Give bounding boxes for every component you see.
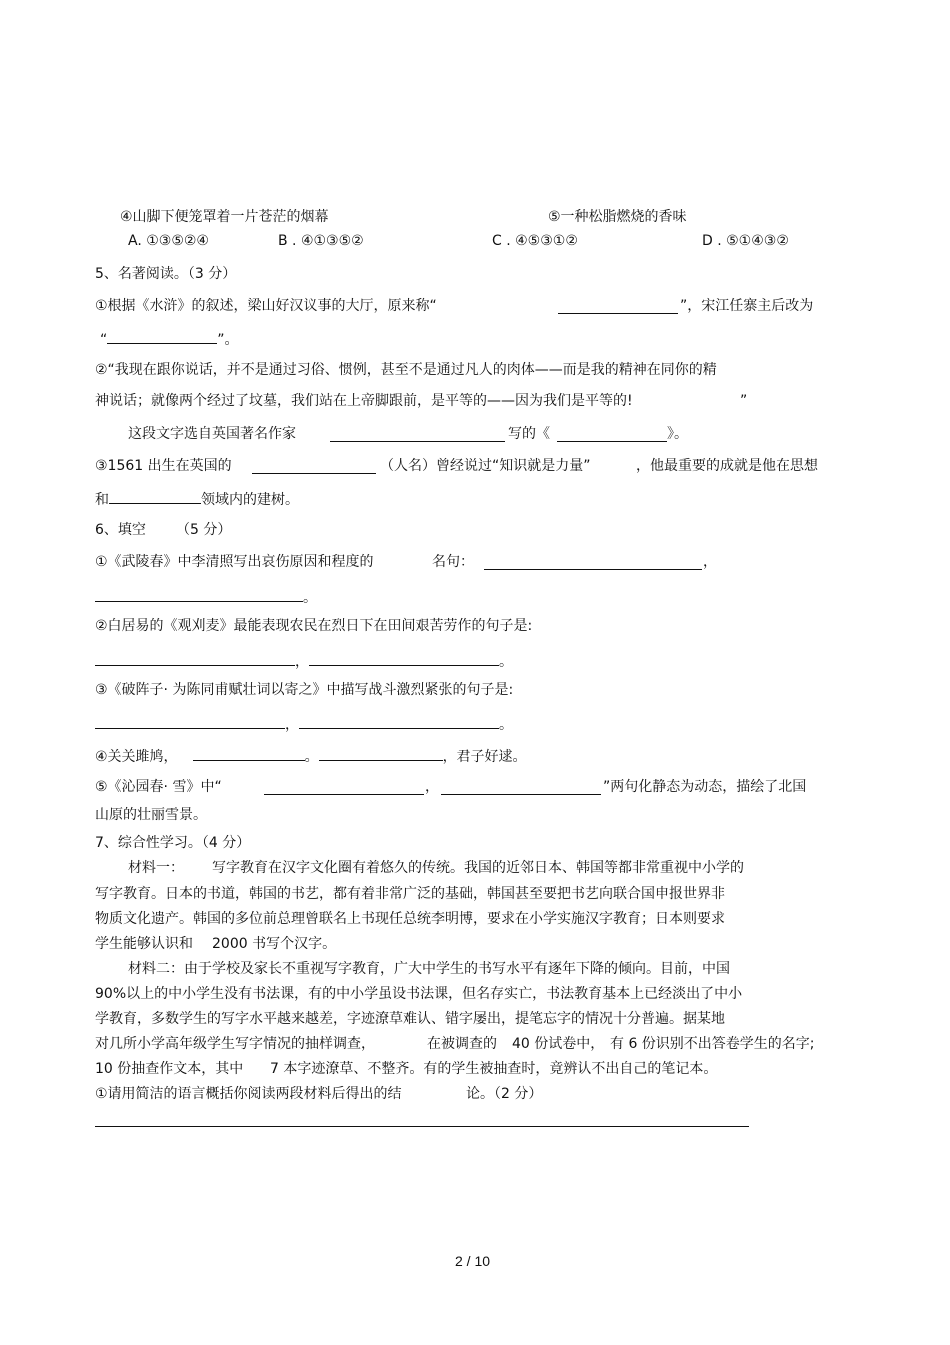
q5-s2-source: 这段文字选自英国著名作家 — [128, 426, 296, 442]
q5-s3-tail: ，他最重要的成就是他在思想 — [636, 458, 818, 474]
q7-m2-line4b: 在被调查的 — [427, 1036, 497, 1052]
q4-option-d: D . ⑤①④③② — [702, 233, 789, 249]
q6-blank-4b[interactable] — [319, 745, 443, 761]
q7-m2-line4c: 40 份试卷中， — [512, 1036, 605, 1052]
q6-s2-line2 — [95, 650, 513, 672]
q4-item-5: ⑤一种松脂燃烧的香味 — [548, 209, 687, 225]
q6-s1-period: 。 — [303, 590, 317, 606]
q7-answer-line[interactable] — [95, 1126, 749, 1127]
q7-m1-line3: 物质文化遗产。韩国的多位前总理曾联名上书现任总统李明博，要求在小学实施汉字教育；日本则要求 — [95, 911, 725, 927]
q5-s2-close-quote: ” — [740, 393, 748, 409]
q7-question-1a: ①请用简洁的语言概括你阅读两段材料后得出的结 — [95, 1086, 402, 1102]
q5-s1-close-quote: ”。 — [217, 332, 239, 348]
q5-s1-open-quote: “ — [100, 332, 108, 348]
q6-blank-1a[interactable] — [484, 554, 702, 570]
q7-m2-line2: 90%以上的中小学生没有书法课，有的中小学虽设书法课，但名存实亡，书法教育基本上已经淡出了中小 — [95, 986, 743, 1002]
q5-sentence-1 — [95, 296, 437, 316]
q5-s1-text: ①根据《水浒》的叙述，梁山好汉议事的大厅，原来称“ — [95, 298, 437, 314]
q5-s3-text: ③1561 出生在英国的 — [95, 458, 232, 474]
q6-s4-head: ④关关雎鸠， — [95, 749, 178, 765]
q5-blank-author[interactable] — [330, 426, 505, 442]
q5-s1-tail: ”，宋江任寨主后改为 — [680, 298, 814, 314]
q6-s5-text: ⑤《沁园春· 雪》中“ — [95, 779, 222, 795]
q7-m2-line5a: 10 份抽查作文本，其中 — [95, 1061, 244, 1077]
q6-s2-text: ②白居易的《观刈麦》最能表现农民在烈日下在田间艰苦劳作的句子是: — [95, 618, 533, 634]
q5-title: 5、名著阅读。（3 分） — [95, 266, 237, 282]
q6-s2-comma: ， — [295, 654, 309, 670]
q4-option-a: A. ①③⑤②④ — [128, 233, 209, 249]
q6-blank-5b[interactable] — [441, 779, 601, 795]
q7-m1-line4a: 学生能够认识和 — [95, 936, 193, 952]
page-number: 2 / 10 — [455, 1253, 491, 1269]
q6-s3-period: 。 — [499, 717, 513, 733]
q6-blank-4a[interactable] — [193, 745, 305, 761]
q6-blank-3b[interactable] — [299, 713, 499, 729]
q7-m2-line4a: 对几所小学高年级学生写字情况的抽样调查， — [95, 1036, 375, 1052]
q4-option-b: B . ④①③⑤② — [278, 233, 364, 249]
q6-s4 — [95, 745, 527, 767]
q7-m2-line4d: 有 6 份识别不出答卷学生的名字; — [610, 1036, 815, 1052]
q5-s3-end: 领域内的建树。 — [201, 492, 299, 508]
q6-s1-comma: ， — [703, 554, 717, 570]
q5-blank-hall-renamed[interactable] — [107, 328, 217, 344]
q6-blank-2a[interactable] — [95, 650, 295, 666]
q7-m2-line5b: 7 本字迹潦草、不整齐。有的学生被抽查时，竟辨认不出自己的笔记本。 — [270, 1061, 718, 1077]
q5-s3-quote: （人名）曾经说过“知识就是力量” — [380, 458, 591, 474]
q7-m1-line2: 写字教育。日本的书道，韩国的书艺，都有着非常广泛的基础，韩国甚至要把书艺向联合国申报世界非 — [95, 886, 725, 902]
q6-s2-period: 。 — [499, 654, 513, 670]
q5-s3-line2 — [95, 488, 299, 510]
q7-m2-line3: 学教育，多数学生的写字水平越来越差，字迹潦草难认、错字屡出，提笔忘字的情况十分普遍。据某地 — [95, 1011, 725, 1027]
q5-s2-wrote: 写的《 — [508, 426, 550, 442]
q7-m2-line1: 材料二：由于学校及家长不重视写字教育，广大中学生的书写水平有逐年下降的倾向。目前，中国 — [128, 961, 730, 977]
q6-s1-text: ①《武陵春》中李清照写出哀伤原因和程度的 — [95, 554, 374, 570]
q6-title: 6、填空 — [95, 522, 146, 538]
q6-blank-1b[interactable] — [95, 586, 303, 602]
q7-m1-line4b: 2000 书写个汉字。 — [212, 936, 337, 952]
q5-blank-book[interactable] — [557, 426, 667, 442]
q6-s4-tail: ，君子好逑。 — [442, 749, 527, 765]
q6-s5-comma: ， — [425, 779, 439, 795]
q7-m1-label: 材料一： — [128, 860, 184, 876]
q4-item-4: ④山脚下便笼罩着一片苍茫的烟幕 — [120, 209, 329, 225]
q5-blank-field[interactable] — [109, 488, 201, 504]
q5-sentence-2-line1: ②“我现在跟你说话，并不是通过习俗、惯例，甚至不是通过凡人的肉体——而是我的精神在同你的精 — [95, 362, 717, 378]
q6-s1-line2 — [95, 586, 317, 608]
q7-title: 7、综合性学习。（4 分） — [95, 835, 251, 851]
q6-s3-comma: ， — [285, 717, 299, 733]
q5-s3-and: 和 — [95, 492, 109, 508]
q5-blank-hall-original[interactable] — [558, 298, 678, 314]
q6-blank-2b[interactable] — [309, 650, 499, 666]
q7-m1-line1: 写字教育在汉字文化圈有着悠久的传统。我国的近邻日本、韩国等都非常重视中小学的 — [212, 860, 744, 876]
q6-s3-line2 — [95, 713, 513, 735]
q5-s1-line2 — [100, 328, 239, 350]
q7-question-1b: 论。（2 分） — [466, 1086, 543, 1102]
q6-blank-5a[interactable] — [264, 779, 424, 795]
q6-s5-line2: 山原的壮丽雪景。 — [95, 807, 207, 823]
q5-blank-person[interactable] — [252, 458, 376, 474]
q5-sentence-2-line2: 神说话；就像两个经过了坟墓，我们站在上帝脚跟前，是平等的——因为我们是平等的! — [95, 393, 633, 409]
q6-score: （5 分） — [176, 522, 232, 538]
q4-option-c: C . ④⑤③①② — [492, 233, 578, 249]
q5-s2-close-book: 》。 — [667, 426, 688, 442]
q6-s3-text: ③《破阵子· 为陈同甫赋壮词以寄之》中描写战斗激烈紧张的句子是: — [95, 682, 514, 698]
q6-s5-tail: ”两句化静态为动态，描绘了北国 — [603, 779, 807, 795]
q6-s1-label: 名句： — [432, 554, 474, 570]
q6-s4-period: 。 — [304, 749, 319, 765]
q6-blank-3a[interactable] — [95, 713, 285, 729]
